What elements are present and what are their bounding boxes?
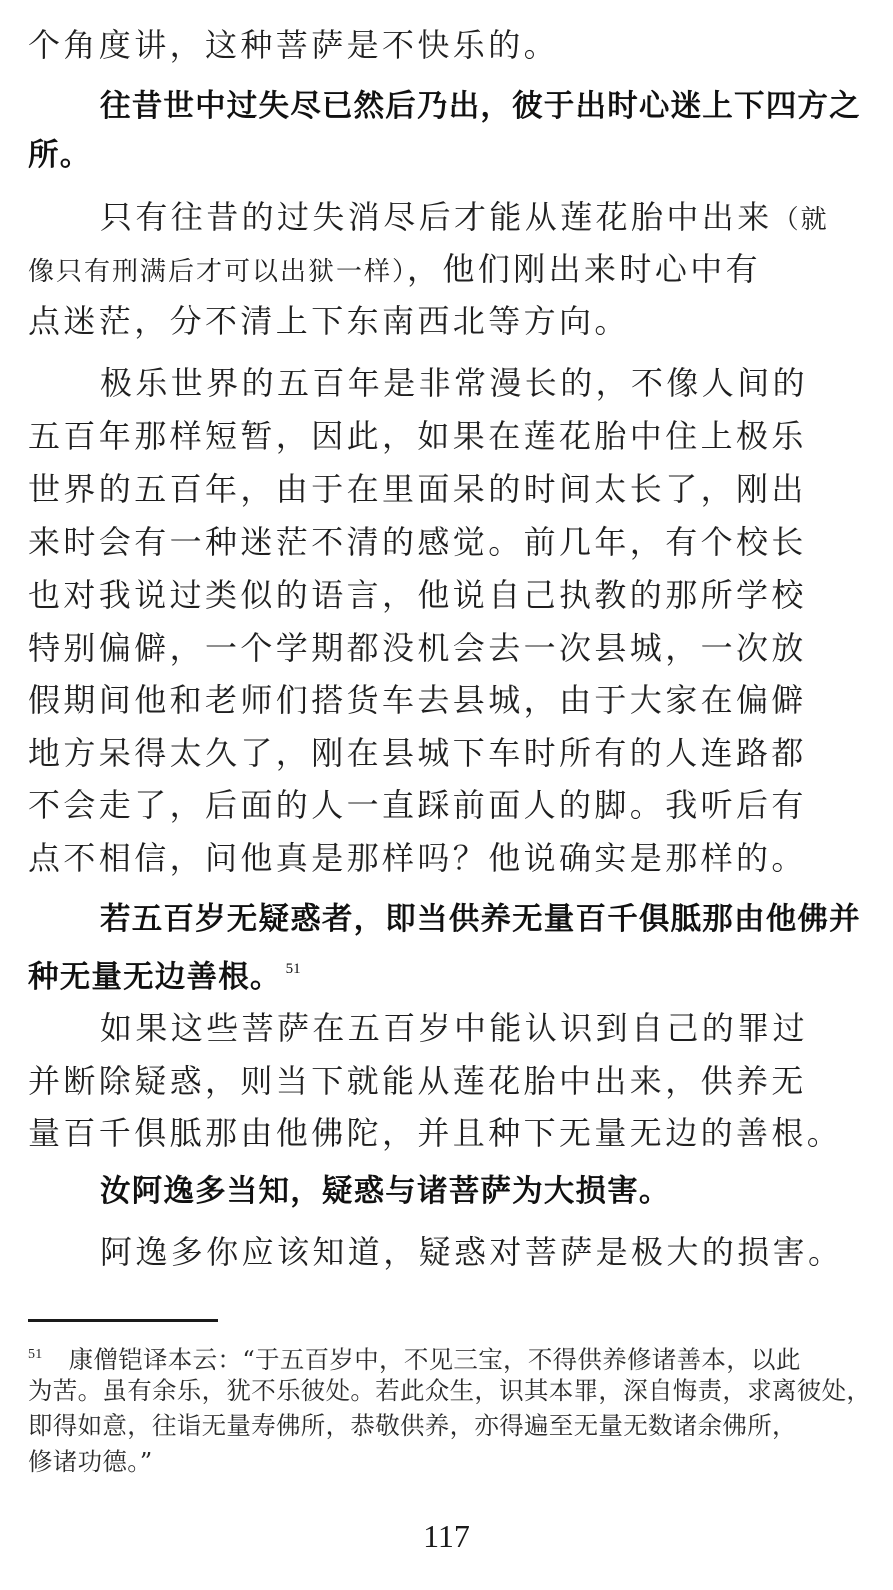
text-line: 量百千俱胝那由他佛陀，并且种下无量无边的善根。 xyxy=(28,1114,843,1152)
text-line: 特别偏僻，一个学期都没机会去一次县城，一次放 xyxy=(28,629,807,667)
text-line: 点迷茫，分不清上下东南西北等方向。 xyxy=(28,302,630,340)
inline-note: （就 xyxy=(772,205,829,235)
sutra-quote-line: 若五百岁无疑惑者，即当供养无量百千俱胝那由他佛并 xyxy=(100,902,861,937)
text-line: 世界的五百年，由于在里面呆的时间太长了，刚出 xyxy=(28,470,807,508)
footnote-marker: 51 xyxy=(28,1347,43,1362)
text-segment: 种无量无边善根。 xyxy=(28,960,282,995)
text-segment: 康僧铠译本云：“于五百岁中，不见三宝，不得供养修诸善本，以此 xyxy=(68,1345,801,1374)
text-line: 极乐世界的五百年是非常漫长的，不像人间的 xyxy=(100,364,809,402)
text-line: 点不相信，问他真是那样吗？他说确实是那样的。 xyxy=(28,839,807,877)
footnote-line xyxy=(28,1340,801,1375)
text-line: 个角度讲，这种菩萨是不快乐的。 xyxy=(28,26,560,64)
text-line: 假期间他和老师们搭货车去县城，由于大家在偏僻 xyxy=(28,681,807,719)
text-line xyxy=(28,251,761,290)
footnote-line: 修诸功德。” xyxy=(28,1447,153,1476)
inline-note: 像只有刑满后才可以出狱一样） xyxy=(28,257,408,287)
text-segment: 只有往昔的过失消尽后才能从莲花胎中出来 xyxy=(100,198,773,236)
footnote-line: 即得如意，往诣无量寿佛所，恭敬供养，亦得遍至无量无数诸余佛所， xyxy=(28,1411,797,1440)
text-segment: ，他们刚出来时心中有 xyxy=(407,250,762,288)
text-line: 来时会有一种迷茫不清的感觉。前几年，有个校长 xyxy=(28,523,807,561)
footnote-separator xyxy=(28,1319,218,1322)
sutra-quote-line: 往昔世中过失尽已然后乃出，彼于出时心迷上下四方之 xyxy=(100,89,861,124)
text-line: 阿逸多你应该知道，疑惑对菩萨是极大的损害。 xyxy=(100,1233,844,1271)
sutra-quote-line: 汝阿逸多当知，疑惑与诸菩萨为大损害。 xyxy=(100,1174,671,1209)
footnote-line: 为苦。虽有余乐，犹不乐彼处。若此众生，识其本罪，深自悔责，求离彼处， xyxy=(28,1376,872,1405)
text-line: 如果这些菩萨在五百岁中能认识到自己的罪过 xyxy=(100,1009,809,1047)
text-line: 地方呆得太久了，刚在县城下车时所有的人连路都 xyxy=(28,734,807,772)
text-line: 也对我说过类似的语言，他说自己执教的那所学校 xyxy=(28,576,807,614)
page-number: 117 xyxy=(423,1518,470,1554)
sutra-quote-line: 所。 xyxy=(28,138,92,173)
text-line xyxy=(100,199,829,238)
text-line: 五百年那样短暂，因此，如果在莲花胎中住上极乐 xyxy=(28,417,807,455)
sutra-quote-line xyxy=(28,951,301,996)
text-line: 并断除疑惑，则当下就能从莲花胎中出来，供养无 xyxy=(28,1062,807,1100)
footnote-reference[interactable]: 51 xyxy=(285,961,301,977)
text-line: 不会走了，后面的人一直踩前面人的脚。我听后有 xyxy=(28,786,807,824)
